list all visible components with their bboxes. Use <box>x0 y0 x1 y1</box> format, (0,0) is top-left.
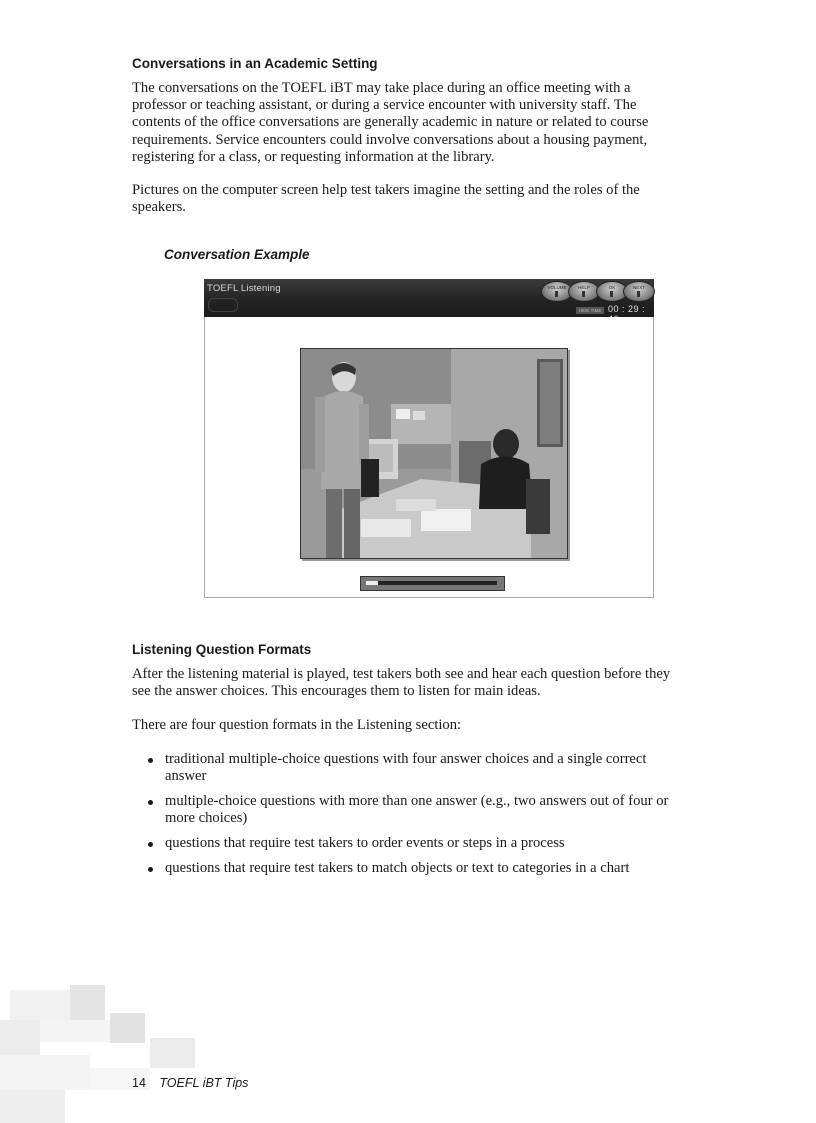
listening-material-paragraph <box>132 666 732 700</box>
section-heading-conversations: Conversations in an Academic Setting <box>132 56 378 71</box>
conversations-paragraph <box>132 80 732 166</box>
text-line: professor or teaching assistant, or during a service encounter with university staff. The <box>132 97 637 114</box>
text-line: see the answer choices. This encourages them to listen for main ideas. <box>132 683 541 700</box>
help-button-label: HELP <box>578 285 590 290</box>
screen-content <box>204 317 654 598</box>
list-item <box>132 751 722 785</box>
text-line: more choices) <box>165 810 248 827</box>
figure-caption: Conversation Example <box>164 247 310 262</box>
page-footer <box>132 1076 248 1090</box>
question-formats-list <box>132 751 722 885</box>
text-line: questions that require test takers to order events or steps in a process <box>165 835 565 851</box>
text-line: answer <box>165 768 207 785</box>
progress-fill <box>366 581 378 585</box>
ets-logo-icon <box>208 298 238 312</box>
progress-track <box>366 581 497 585</box>
help-icon <box>582 291 585 297</box>
decorative-corner-pattern <box>0 980 210 1123</box>
list-item <box>132 835 722 852</box>
hide-time-button[interactable]: HIDE TIME <box>576 307 604 314</box>
text-line: The conversations on the TOEFL iBT may take place during an office meeting with a <box>132 80 631 96</box>
pictures-paragraph <box>132 182 732 216</box>
text-line: multiple-choice questions with more than one answer (e.g., two answers out of four or <box>165 793 669 809</box>
running-title: TOEFL iBT Tips <box>159 1076 249 1090</box>
countdown-timer: 00 : 29 : <box>608 304 646 314</box>
office-conversation-photo <box>300 348 568 559</box>
text-line: questions that require test takers to match objects or text to categories in a chart <box>165 859 630 876</box>
text-line: registering for a class, or requesting information at the library. <box>132 148 495 165</box>
next-arrow-icon <box>637 291 640 297</box>
section-heading-question-formats: Listening Question Formats <box>132 642 312 657</box>
volume-icon <box>555 291 558 297</box>
list-item <box>132 793 722 827</box>
text-line: After the listening material is played, test takers both see and hear each question before they <box>132 666 671 682</box>
ok-button-label: OK <box>608 285 616 290</box>
four-formats-intro: There are four question formats in the Listening section: <box>132 717 462 733</box>
text-line: speakers. <box>132 199 186 216</box>
toefl-screen-mockup <box>204 279 654 599</box>
text-line: contents of the office conversations are generally academic in nature or related to course <box>132 114 649 131</box>
screen-title: TOEFL Listening <box>207 283 281 294</box>
next-button[interactable] <box>623 281 655 302</box>
text-line: traditional multiple-choice questions with four answer choices and a single correct <box>165 751 647 767</box>
list-item <box>132 860 722 877</box>
page-number: 14 <box>132 1076 146 1090</box>
volume-button-label: VOLUME <box>547 285 567 290</box>
ok-icon <box>610 291 613 297</box>
audio-progress-bar <box>360 576 505 591</box>
text-line: Pictures on the computer screen help test takers imagine the setting and the roles of the <box>132 182 640 198</box>
text-line: requirements. Service encounters could involve conversations about a housing payment, <box>132 131 648 148</box>
screen-titlebar <box>204 279 654 317</box>
next-button-label: NEXT <box>632 285 645 290</box>
